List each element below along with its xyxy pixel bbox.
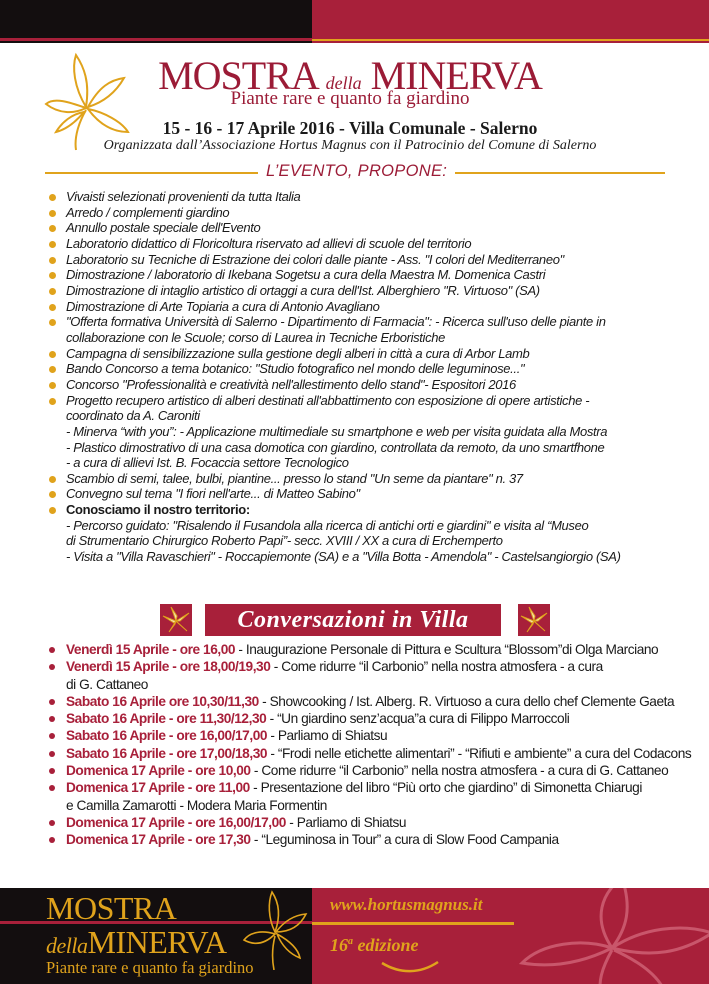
event-text: Campagna di sensibilizzazione sulla gestione degli alberi in città a cura di Arbor Lamb bbox=[66, 345, 530, 361]
bullet-icon bbox=[49, 664, 55, 670]
bullet-icon bbox=[49, 699, 55, 705]
event-text: Laboratorio su Tecniche di Estrazione dei colori dalle piante - Ass. "I colori del Mediterraneo" bbox=[66, 251, 564, 267]
event-text: Annullo postale speciale dell'Evento bbox=[66, 220, 261, 236]
conversation-title: - Presentazione del libro “Più orto che giardino” di Simonetta Chiarugi bbox=[249, 780, 642, 796]
top-stripe-gold bbox=[312, 39, 709, 41]
conversation-time: Sabato 16 Aprile - ore 16,00/17,00 bbox=[66, 728, 268, 744]
event-item bbox=[46, 299, 696, 315]
bullet-icon bbox=[49, 716, 55, 722]
conversation-time: Domenica 17 Aprile - ore 16,00/17,00 bbox=[66, 814, 286, 830]
conversation-item bbox=[46, 658, 706, 693]
bullet-icon bbox=[49, 751, 55, 757]
territory-line: di Strumentario Chirurgico Roberto Papi”- secc. XVIII / XX a cura di Erchemperto bbox=[66, 533, 503, 549]
conversation-title: - Come ridurre “il Carbonio” nella nostra atmosfera - a cura di G. Cattaneo bbox=[250, 763, 669, 779]
event-item bbox=[46, 486, 696, 502]
conversation-item bbox=[46, 745, 706, 762]
event-item bbox=[46, 455, 696, 471]
event-item bbox=[46, 236, 696, 252]
footer-stripe-gold bbox=[312, 922, 514, 925]
conversation-title-cont: e Camilla Zamarotti - Modera Maria Formentin bbox=[66, 797, 327, 813]
footer-logo-minerva: dellaMINERVA bbox=[46, 924, 227, 960]
event-text: - Minerva “with you”: - Applicazione multimediale su smartphone e web per visita guidata alla Mostra bbox=[66, 423, 608, 439]
event-item bbox=[46, 252, 696, 268]
event-text: - a cura di allievi Ist. B. Focaccia settore Tecnologico bbox=[66, 455, 349, 471]
event-item bbox=[46, 440, 696, 456]
top-band-black bbox=[0, 0, 312, 43]
conversation-time: Domenica 17 Aprile - ore 10,00 bbox=[66, 763, 251, 779]
event-item bbox=[46, 393, 696, 424]
event-item bbox=[46, 424, 696, 440]
event-text: Vivaisti selezionati provenienti da tutta Italia bbox=[66, 189, 301, 204]
conversation-time: Domenica 17 Aprile - ore 17,30 bbox=[66, 832, 251, 848]
event-text: Dimostrazione di intaglio artistico di ortaggi a cura dell'Ist. Alberghiero "R. Virtuoso" (SA) bbox=[66, 282, 540, 298]
event-text-cont: coordinato da A. Caroniti bbox=[66, 408, 200, 424]
event-text: Dimostrazione di Arte Topiaria a cura di Antonio Avagliano bbox=[66, 298, 380, 314]
lily-watermark-icon bbox=[512, 888, 709, 984]
event-item bbox=[46, 377, 696, 393]
conversation-item bbox=[46, 727, 706, 744]
bullet-icon bbox=[49, 351, 56, 358]
footer-logo-mostra: MOSTRA bbox=[46, 890, 177, 926]
conversation-title: - Parliamo di Shiatsu bbox=[267, 728, 388, 744]
event-dates: 15 - 16 - 17 Aprile 2016 - Villa Comunale - Salerno bbox=[162, 118, 538, 138]
territory-line: - Visita a "Villa Ravaschieri" - Roccapiemonte (SA) e a "Villa Botta - Amendola" - Castelsangiorgio (SA) bbox=[66, 549, 621, 565]
bullet-icon bbox=[49, 733, 55, 739]
event-text: Dimostrazione / laboratorio di Ikebana Sogetsu a cura della Maestra M. Domenica Castri bbox=[66, 267, 546, 283]
conversation-time: Sabato 16 Aprile - ore 11,30/12,30 bbox=[66, 711, 267, 727]
top-stripe bbox=[0, 38, 312, 41]
bullet-icon bbox=[49, 837, 55, 843]
event-text: Concorso "Professionalità e creatività nell'allestimento dello stand"- Espositori 2016 bbox=[66, 376, 516, 392]
bullet-icon bbox=[49, 304, 56, 311]
event-list bbox=[46, 189, 696, 565]
top-band-crimson bbox=[312, 0, 709, 43]
conversation-item bbox=[46, 693, 706, 710]
bullet-icon bbox=[49, 476, 56, 483]
conversation-item bbox=[46, 831, 706, 848]
event-item bbox=[46, 346, 696, 362]
event-item bbox=[46, 283, 696, 299]
website-link[interactable]: www.hortusmagnus.it bbox=[330, 895, 483, 914]
organizer-line: Organizzata dall’Associazione Hortus Magnus con il Patrocinio del Comune di Salerno bbox=[103, 138, 597, 153]
bullet-icon bbox=[49, 257, 56, 264]
conversation-time: Sabato 16 Aprile - ore 17,00/18,30 bbox=[66, 745, 268, 761]
conversation-title: - “Leguminosa in Tour” a cura di Slow Food Campania bbox=[250, 832, 559, 848]
bullet-icon bbox=[49, 820, 55, 826]
bullet-icon bbox=[49, 225, 56, 232]
event-text: - Plastico dimostrativo di una casa domotica con giardino, controllata da remoto, da uno smartfhone bbox=[66, 439, 605, 455]
conversation-time: Sabato 16 Aprile ore 10,30/11,30 bbox=[66, 693, 259, 709]
conversation-item bbox=[46, 779, 706, 814]
event-text-cont: collaborazione con le Scuole; corso di Laurea in Tecniche Erboristiche bbox=[66, 329, 445, 345]
territory-line: - Percorso guidato: "Risalendo il Fusandola alla ricerca di antichi orti e giardini" e visita al “Museo bbox=[66, 517, 589, 533]
conversation-time: Venerdì 15 Aprile - ore 18,00/19,30 bbox=[66, 659, 271, 675]
bullet-icon bbox=[49, 272, 56, 279]
page-title: MOSTRA della MINERVA bbox=[158, 53, 542, 98]
bullet-icon bbox=[49, 288, 56, 295]
lily-flower-icon bbox=[518, 604, 550, 636]
bullet-icon bbox=[49, 398, 56, 405]
bullet-icon bbox=[49, 241, 56, 248]
territory-item bbox=[46, 502, 696, 565]
bullet-icon bbox=[49, 768, 55, 774]
event-text: Arredo / complementi giardino bbox=[66, 204, 230, 220]
event-text: Bando Concorso a tema botanico: "Studio fotografico nel mondo delle leguminose..." bbox=[66, 361, 525, 377]
event-item bbox=[46, 267, 696, 283]
bullet-icon bbox=[49, 194, 56, 201]
conversation-title: - Come ridurre “il Carbonio” nella nostra atmosfera - a cura bbox=[270, 659, 603, 675]
section-title: L’EVENTO, PROPONE: bbox=[258, 162, 455, 181]
event-text: Convegno sul tema "I fiori nell'arte... di Matteo Sabino" bbox=[66, 486, 360, 502]
subtitle: Piante rare e quanto fa giardino bbox=[230, 88, 470, 109]
event-item bbox=[46, 471, 696, 487]
conversations-list bbox=[46, 641, 706, 849]
lily-flower-icon bbox=[240, 890, 310, 970]
conversation-time: Venerdì 15 Aprile - ore 16,00 bbox=[66, 642, 236, 657]
conversation-title: - Showcooking / Ist. Alberg. R. Virtuoso a cura dello chef Clemente Gaeta bbox=[258, 693, 675, 709]
event-item bbox=[46, 220, 696, 236]
event-text: Scambio di semi, talee, bulbi, piantine... presso lo stand "Un seme da piantare" n. 37 bbox=[66, 470, 523, 486]
bullet-icon bbox=[49, 382, 56, 389]
lily-flower-icon bbox=[160, 604, 192, 636]
bullet-icon bbox=[49, 491, 56, 498]
bullet-icon bbox=[49, 366, 56, 373]
conversation-item bbox=[46, 641, 706, 658]
edition-label: 16$^a$ edizione bbox=[330, 935, 419, 955]
conversation-title: - “Frodi nelle etichette alimentari” - “Rifiuti e ambiente” a cura del Codacons bbox=[267, 745, 692, 761]
bullet-icon bbox=[49, 210, 56, 217]
bullet-icon bbox=[49, 785, 55, 791]
event-text: "Offerta formativa Università di Salerno - Dipartimento di Farmacia": - Ricerca sull'uso delle piante in bbox=[66, 314, 606, 330]
conversation-item bbox=[46, 814, 706, 831]
bullet-icon bbox=[49, 647, 55, 653]
swash-ornament bbox=[380, 960, 440, 976]
conversations-banner: Conversazioni in Villa bbox=[205, 604, 501, 636]
event-text: Laboratorio didattico di Floricoltura riservato ad allievi di scuole del territorio bbox=[66, 235, 472, 251]
territory-title: Conosciamo il nostro territorio: bbox=[66, 502, 250, 518]
conversation-title: - Inaugurazione Personale di Pittura e Scultura “Blossom”di Olga Marciano bbox=[235, 642, 659, 657]
event-item bbox=[46, 361, 696, 377]
event-item bbox=[46, 314, 696, 345]
footer-tagline: Piante rare e quanto fa giardino bbox=[46, 958, 254, 977]
conversation-title-cont: di G. Cattaneo bbox=[66, 676, 148, 692]
conversation-time: Domenica 17 Aprile - ore 11,00 bbox=[66, 780, 250, 796]
bullet-icon bbox=[49, 507, 56, 514]
conversation-item bbox=[46, 710, 706, 727]
conversation-title: - Parliamo di Shiatsu bbox=[285, 814, 407, 830]
event-item bbox=[46, 205, 696, 221]
event-text: Progetto recupero artistico di alberi destinati all'abbattimento con esposizione di opere artistiche - bbox=[66, 392, 590, 408]
event-item bbox=[46, 189, 696, 205]
conversation-item bbox=[46, 762, 706, 779]
bullet-icon bbox=[49, 319, 56, 326]
conversation-title: - “Un giardino senz’acqua”a cura di Filippo Marroccoli bbox=[266, 711, 570, 727]
